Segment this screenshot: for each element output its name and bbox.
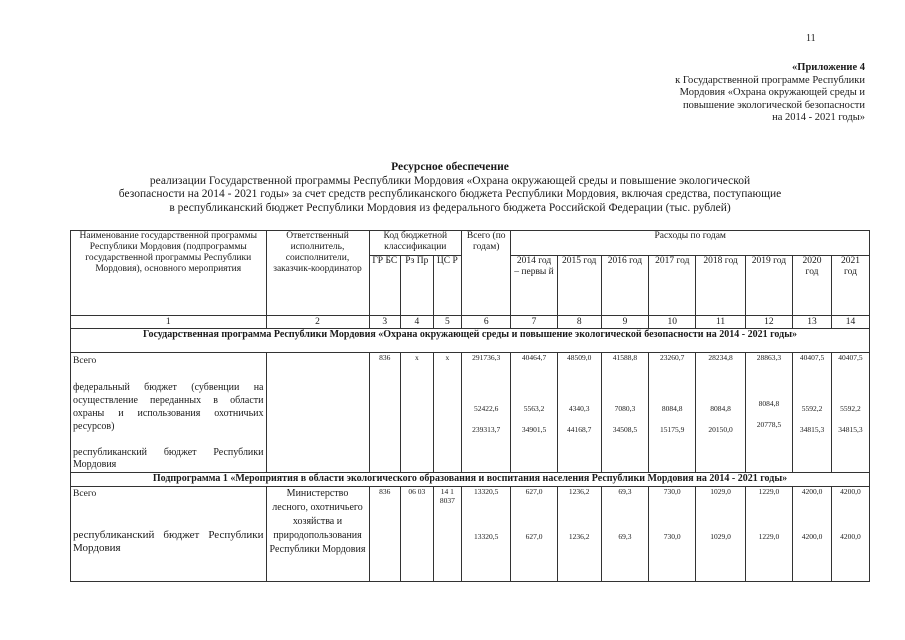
- program-labels: [71, 353, 267, 473]
- program-value-column: [511, 353, 557, 473]
- header-year: 2018 год: [696, 256, 745, 316]
- column-number: 7: [511, 316, 557, 329]
- subprogram-labels: [71, 487, 267, 582]
- value-total: 41588,8: [612, 353, 638, 362]
- value-republic: 20150,0: [708, 425, 733, 434]
- value-republic: 34901,5: [521, 425, 547, 434]
- value-republic: 15175,9: [660, 425, 685, 434]
- heading-line: в республиканский бюджет Республики Мордовия из федерального бюджета Российской Федерации (тыс. рублей): [169, 201, 731, 214]
- column-number: 11: [696, 316, 745, 329]
- value-republic: 4200,0: [801, 532, 823, 541]
- program-responsible: [266, 353, 369, 473]
- header-year: 2019 год: [745, 256, 792, 316]
- subprogram-value-column: [601, 487, 648, 582]
- heading-line: реализации Государственной программы Республики Мордовия «Охрана окружающей среды и повышение экологической: [149, 174, 751, 187]
- column-number: 8: [557, 316, 601, 329]
- program-row: [71, 353, 870, 473]
- value-republic: 1029,0: [710, 532, 731, 541]
- value-total: 730,0: [663, 487, 681, 496]
- subprogram-value-column: [831, 487, 869, 582]
- value-republic: 13320,5: [474, 532, 499, 541]
- appendix-block: [600, 62, 865, 125]
- header-csr: ЦС Р: [433, 256, 461, 316]
- value-total: 4200,0: [840, 487, 861, 496]
- program-value-column: [462, 353, 511, 473]
- subprogram-value-column: [649, 487, 696, 582]
- subprogram-value-column: [696, 487, 745, 582]
- column-number: 6: [462, 316, 511, 329]
- program-value-column: [557, 353, 601, 473]
- document-heading: [60, 161, 840, 215]
- value-total: 40407,5: [838, 353, 863, 362]
- program-csr: х: [433, 353, 461, 473]
- value-total: 69,3: [618, 487, 632, 496]
- subprogram-value-column: [511, 487, 557, 582]
- value-total: 4200,0: [801, 487, 823, 496]
- program-rzpr: х: [401, 353, 434, 473]
- value-republic: 34815,3: [838, 425, 863, 434]
- column-numbers-row: [71, 316, 870, 329]
- subprogram-responsible: Министерство лесного, охотничьего хозяйства и природопользования Республики Мордовия: [266, 487, 369, 582]
- subprogram-value-column: [462, 487, 511, 582]
- appendix-line: Мордовия «Охрана окружающей среды и: [679, 87, 865, 98]
- value-federal: 52422,6: [474, 404, 499, 413]
- program-value-column: [793, 353, 832, 473]
- column-number: 12: [745, 316, 792, 329]
- value-total: 1029,0: [710, 487, 731, 496]
- value-total: 627,0: [525, 487, 543, 496]
- program-value-column: [745, 353, 792, 473]
- value-federal: 5592,2: [840, 404, 861, 413]
- value-total: 48509,0: [567, 353, 592, 362]
- header-year: 2020 год: [793, 256, 832, 316]
- value-republic: 730,0: [663, 532, 681, 541]
- header-year: 2016 год: [601, 256, 648, 316]
- column-number: 9: [601, 316, 648, 329]
- value-total: 291736,3: [472, 353, 501, 362]
- subprogram-value-column: [745, 487, 792, 582]
- value-total: 40407,5: [799, 353, 825, 362]
- column-number: 5: [433, 316, 461, 329]
- section-title: Подпрограмма 1 «Мероприятия в области экологического образования и воспитания населения Республики Мордовия на 2014 - 2021 годы»: [71, 473, 870, 487]
- resource-table: [70, 230, 870, 582]
- subprogram-grbs: 836: [369, 487, 401, 582]
- row-label-total: Всего: [73, 356, 97, 366]
- value-republic: 34815,3: [799, 425, 825, 434]
- appendix-line: на 2014 - 2021 годы»: [772, 112, 865, 123]
- section-title: Государственная программа Республики Мордовия «Охрана окружающей среды и повышение экологической безопасности на 2014 - 2021 годы»: [71, 329, 870, 353]
- header-budget-code: Код бюджетной классификации: [369, 231, 462, 256]
- program-value-column: [696, 353, 745, 473]
- row-label-federal: федеральный бюджет (субвенции на осуществление переданных в области охраны и использования охотничьих ресурсов): [73, 382, 264, 432]
- value-republic: 1229,0: [758, 532, 780, 541]
- appendix-line: к Государственной программе Республики: [675, 74, 865, 86]
- header-grbs: ГР БС: [369, 256, 401, 316]
- value-total: 28863,3: [756, 353, 782, 362]
- row-label-republic: республиканский бюджет Республики Мордовия: [73, 447, 264, 470]
- section-row: [71, 473, 870, 487]
- value-federal: 5592,2: [801, 404, 823, 413]
- value-republic: 627,0: [525, 532, 543, 541]
- subprogram-csr: 14 1 8037: [433, 487, 461, 582]
- column-number: 3: [369, 316, 401, 329]
- column-number: 1: [71, 316, 267, 329]
- value-republic: 239313,7: [472, 425, 501, 434]
- header-expenses: Расходы по годам: [511, 231, 870, 256]
- value-federal: 5563,2: [523, 404, 545, 413]
- header-total: Всего (по годам): [462, 231, 511, 316]
- value-total: 23260,7: [660, 353, 685, 362]
- header-responsible: Ответственный исполнитель, соисполнители, заказчик-координатор: [266, 231, 369, 316]
- header-year: 2017 год: [649, 256, 696, 316]
- value-republic: 34508,5: [612, 425, 638, 434]
- value-total: 13320,5: [474, 487, 499, 496]
- program-value-column: [601, 353, 648, 473]
- section-row: [71, 329, 870, 353]
- column-number: 10: [649, 316, 696, 329]
- program-grbs: 836: [369, 353, 401, 473]
- value-republic: 20778,5: [756, 420, 782, 429]
- value-federal: 8084,8: [661, 404, 683, 413]
- value-federal: 4340,3: [568, 404, 590, 413]
- value-federal: 8084,8: [758, 399, 780, 408]
- value-republic: 1236,2: [568, 532, 590, 541]
- value-total: 1229,0: [758, 487, 780, 496]
- header-name: Наименование государственной программы Республики Мордовия (подпрограммы государственной программы Республики Мордовия), основного мероприятия: [71, 231, 267, 316]
- value-federal: 8084,8: [710, 404, 731, 413]
- header-year: 2015 год: [557, 256, 601, 316]
- value-republic: 44168,7: [567, 425, 592, 434]
- appendix-line: повышение экологической безопасности: [683, 99, 865, 111]
- column-number: 4: [401, 316, 434, 329]
- program-value-column: [649, 353, 696, 473]
- subprogram-row: [71, 487, 870, 582]
- subprogram-value-column: [793, 487, 832, 582]
- page-number: 11: [806, 33, 816, 44]
- header-year: 2021 год: [831, 256, 869, 316]
- heading-title: Ресурсное обеспечение: [391, 161, 509, 173]
- value-total: 40464,7: [521, 353, 547, 362]
- appendix-title: «Приложение 4: [792, 62, 865, 73]
- column-number: 13: [793, 316, 832, 329]
- program-value-column: [831, 353, 869, 473]
- row-label-republic: республиканский бюджет Республики Мордовия: [73, 529, 264, 554]
- column-number: 14: [831, 316, 869, 329]
- header-year: 2014 год – первы й: [511, 256, 557, 316]
- column-number: 2: [266, 316, 369, 329]
- value-total: 1236,2: [568, 487, 590, 496]
- value-federal: 7080,3: [614, 404, 636, 413]
- heading-line: безопасности на 2014 - 2021 годы» за счет средств республиканского бюджета Республики Мордовия, включая средства, поступающие: [118, 188, 782, 200]
- header-rzpr: Рз Пр: [401, 256, 434, 316]
- value-republic: 69,3: [618, 532, 632, 541]
- subprogram-value-column: [557, 487, 601, 582]
- row-label-total: Всего: [73, 489, 97, 499]
- subprogram-rzpr: 06 03: [401, 487, 434, 582]
- value-republic: 4200,0: [840, 532, 861, 541]
- header-row: [71, 231, 870, 256]
- value-total: 28234,8: [708, 353, 733, 362]
